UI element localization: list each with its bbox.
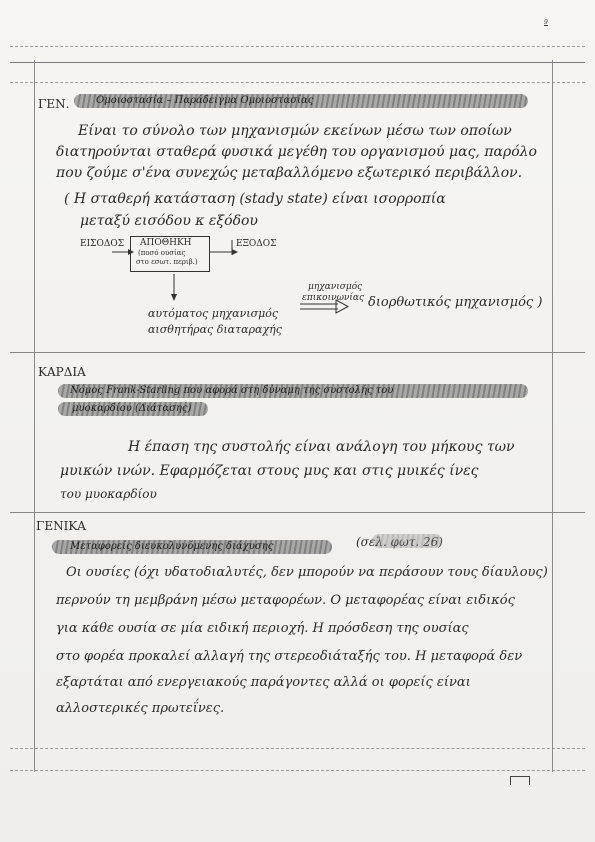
diagram-output-label: ΕΞΟΔΟΣ [236,239,277,249]
section-heading-kardia-cont: μυοκαρδίου (Διάτασης) [72,403,192,414]
text-line: διατηρούνται σταθερά φυσικά μεγέθη του οργανισμού μας, παρόλο [56,144,537,160]
storage-box-line: (ποσό ουσίας [138,249,186,257]
storage-box-title: ΑΠΟΘΗΚΗ [140,238,192,248]
text-line: για κάθε ουσία σε μία ειδική περιοχή. Η πρόσδεση της ουσίας [56,621,469,636]
text-line: εξαρτάται από ενεργειακούς παράγοντες αλλά οι φορείς είναι [56,675,471,690]
section-heading-kardia: Νόμος Frank-Starling που αφορά στη δύναμη της συστολής του [70,385,394,396]
text-line: ( Η σταθερή κατάσταση (stady state) είναι ισορροπία [64,191,446,207]
section-label-kardia: ΚΑΡΔΙΑ [38,365,86,379]
section-note-genika: (σελ. φωτ. 26) [356,535,443,549]
text-line: αλλοστερικές πρωτεΐνες. [56,701,225,716]
text-line: στο φορέα προκαλεί αλλαγή της στερεοδιάταξής του. Η μεταφορά δεν [56,649,523,664]
highlight-bar [372,534,442,548]
storage-box-line: στο εσωτ. περιβ.) [136,258,198,266]
text-line: μυικών ινών. Εφαρμόζεται στους μυς και στις μυικές ίνες [60,463,479,479]
diagram-comm-text: επικοινωνίας [302,293,365,303]
text-line: Η έπαση της συστολής είναι ανάλογη του μήκους των [128,439,515,455]
section-label-gen: ΓΕΝ. [38,97,70,111]
diagram-corrective-text: διορθωτικός μηχανισμός ) [368,295,543,310]
page-number: 9 [544,19,548,26]
diagram-input-label: ΕΙΣΟΔΟΣ [80,239,125,249]
text-line: Οι ουσίες (όχι υδατοδιαλυτές, δεν μπορούν να περάσουν τους δίαυλους) [66,565,548,580]
section-heading-genika: Μεταφορείς διευκολυνόμενης διάχυσης [70,541,274,552]
section-heading-gen: Ομοιοστασία – Παράδειγμα Ομοιοστασίας [96,95,314,106]
section-label-genika: ΓΕΝΙΚΑ [36,519,86,533]
text-line: περνούν τη μεμβράνη μέσω μεταφορέων. Ο μεταφορέας είναι ειδικός [56,593,515,608]
text-line: που ζούμε σ'ένα συνεχώς μεταβαλλόμενο εξωτερικό περιβάλλον. [56,165,523,181]
text-line: του μυοκαρδίου [60,487,157,501]
diagram-sensor-text: αυτόματος μηχανισμός [148,307,279,320]
text-line: μεταξύ εισόδου κ εξόδου [80,213,258,229]
text-line: Είναι το σύνολο των μηχανισμών εκείνων μέσω των οποίων [78,123,512,139]
diagram-comm-text: μηχανισμός [308,282,363,292]
diagram-sensor-text: αισθητήρας διαταραχής [148,323,282,336]
corner-mark [510,776,530,785]
